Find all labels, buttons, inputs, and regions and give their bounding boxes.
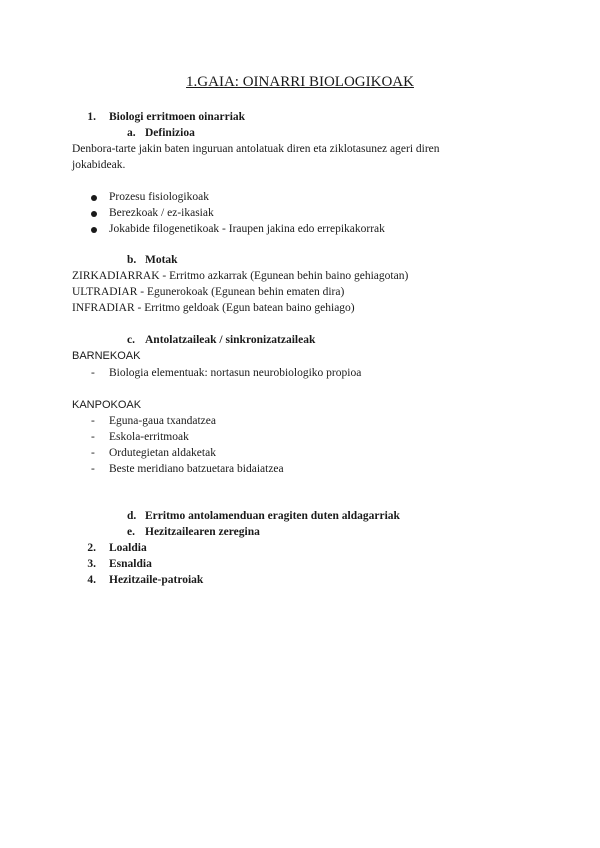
dash-marker: - bbox=[91, 367, 95, 379]
bullet-item: Jokabide filogenetikoak - Iraupen jakina edo errepikakorrak bbox=[109, 223, 385, 235]
subsection-heading-b: Motak bbox=[145, 254, 178, 266]
page-title: 1.GAIA: OINARRI BIOLOGIKOAK bbox=[186, 74, 414, 90]
subsection-letter-b: b. bbox=[127, 254, 137, 266]
outer-list-item: Eguna-gaua txandatzea bbox=[109, 415, 216, 427]
section-heading-2: Loaldia bbox=[109, 542, 147, 554]
bullet-item: Berezkoak / ez-ikasiak bbox=[109, 207, 214, 219]
subsection-heading-c: Antolatzaileak / sinkronizatzaileak bbox=[145, 334, 316, 346]
inner-heading: BARNEKOAK bbox=[72, 350, 141, 362]
subsection-heading-e: Hezitzailearen zeregina bbox=[145, 526, 260, 538]
type-line: INFRADIAR - Erritmo geldoak (Egun batean baino gehiago) bbox=[72, 302, 355, 314]
bullet-icon bbox=[91, 195, 97, 201]
bullet-icon bbox=[91, 211, 97, 217]
outer-list-item: Beste meridiano batzuetara bidaiatzea bbox=[109, 463, 284, 475]
bullet-icon bbox=[91, 227, 97, 233]
type-line: ULTRADIAR - Egunerokoak (Egunean behin ematen dira) bbox=[72, 286, 345, 298]
outer-list-item: Ordutegietan aldaketak bbox=[109, 447, 216, 459]
dash-marker: - bbox=[91, 463, 95, 475]
list-number-2: 2. bbox=[87, 542, 96, 554]
dash-marker: - bbox=[91, 447, 95, 459]
section-heading-3: Esnaldia bbox=[109, 558, 152, 570]
subsection-heading-d: Erritmo antolamenduan eragiten duten aldagarriak bbox=[145, 510, 400, 522]
inner-list-item: Biologia elementuak: nortasun neurobiologiko propioa bbox=[109, 367, 362, 379]
section-heading-1: Biologi erritmoen oinarriak bbox=[109, 111, 246, 123]
type-line: ZIRKADIARRAK - Erritmo azkarrak (Egunean behin baino gehiagotan) bbox=[72, 270, 409, 282]
list-number-3: 3. bbox=[87, 558, 96, 570]
subsection-letter-c: c. bbox=[127, 334, 135, 346]
definition-text-line-1: Denbora-tarte jakin baten inguruan antolatuak diren eta ziklotasunez ageri diren bbox=[72, 143, 440, 155]
definition-text-line-2: jokabideak. bbox=[72, 159, 126, 171]
dash-marker: - bbox=[91, 431, 95, 443]
outer-list-item: Eskola-erritmoak bbox=[109, 431, 189, 443]
subsection-letter-d: d. bbox=[127, 510, 137, 522]
section-heading-4: Hezitzaile-patroiak bbox=[109, 574, 204, 586]
subsection-heading-a: Definizioa bbox=[145, 127, 195, 139]
list-number-1: 1. bbox=[87, 111, 96, 123]
list-number-4: 4. bbox=[87, 574, 96, 586]
bullet-item: Prozesu fisiologikoak bbox=[109, 191, 209, 203]
subsection-letter-a: a. bbox=[127, 127, 136, 139]
outer-heading: KANPOKOAK bbox=[72, 399, 142, 411]
subsection-letter-e: e. bbox=[127, 526, 135, 538]
dash-marker: - bbox=[91, 415, 95, 427]
